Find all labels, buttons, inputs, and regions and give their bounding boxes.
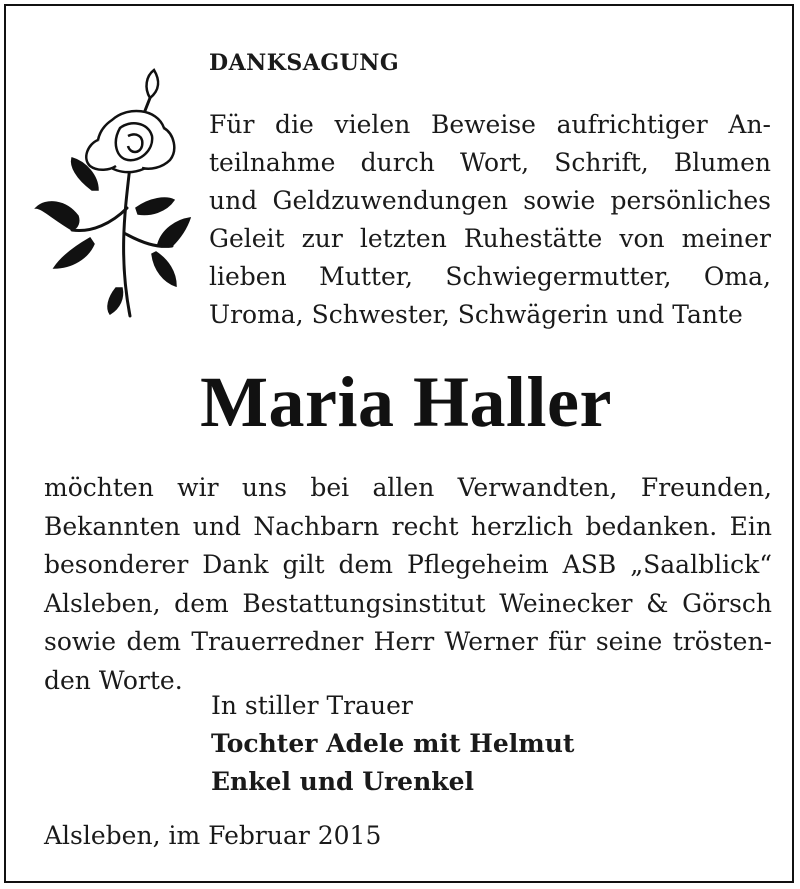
intro-line: und Geldzuwendungen sowie persönliches <box>209 186 771 215</box>
mourning-phrase: In stiller Trauer <box>211 691 413 720</box>
intro-paragraph <box>209 106 771 334</box>
signature-block <box>211 687 574 801</box>
body-line: Bekannten und Nachbarn recht herzlich bedanken. Ein <box>44 511 772 541</box>
intro-line: Geleit zur letzten Ruhestätte von meiner <box>209 224 771 253</box>
body-line: besonderer Dank gilt dem Pflegeheim ASB „Saalblick“ <box>44 550 772 579</box>
heading: DANKSAGUNG <box>209 50 400 76</box>
body-line: möchten wir uns bei allen Verwandten, Freunden, <box>44 473 772 502</box>
signatory: Enkel und Urenkel <box>211 767 474 796</box>
obituary-notice-frame <box>4 4 794 883</box>
deceased-name: Maria Haller <box>200 362 612 442</box>
body-line: den Worte. <box>44 665 183 695</box>
intro-line: Uroma, Schwester, Schwägerin und Tante <box>209 300 743 329</box>
rose-icon <box>32 58 192 320</box>
body-line: Alsleben, dem Bestattungsinstitut Weinecker & Görsch <box>44 588 772 618</box>
intro-line: teilnahme durch Wort, Schrift, Blumen <box>209 148 771 177</box>
body-paragraph <box>44 469 772 700</box>
intro-line: Für die vielen Beweise aufrichtiger An- <box>209 110 771 139</box>
place-date: Alsleben, im Februar 2015 <box>44 821 382 850</box>
signatory: Tochter Adele mit Helmut <box>211 729 575 758</box>
body-line: sowie dem Trauerredner Herr Werner für seine trösten- <box>44 627 772 656</box>
intro-line: lieben Mutter, Schwiegermutter, Oma, <box>209 262 771 291</box>
